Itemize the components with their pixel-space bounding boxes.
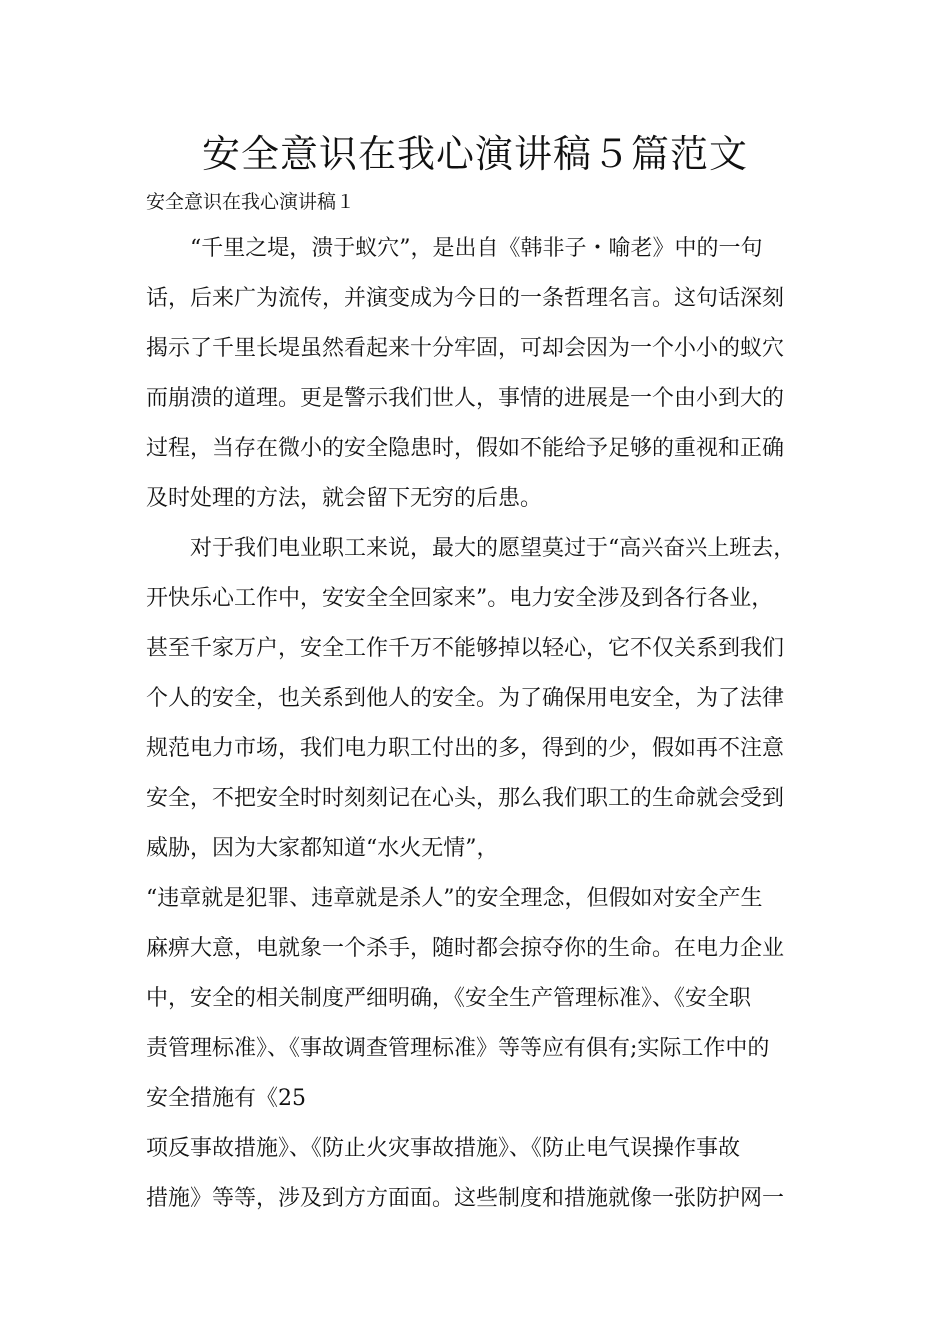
text-line: 开快乐心工作中，安安全全回家来”。电力安全涉及到各行各业， [146,586,774,611]
text-line: 对于我们电业职工来说，最大的愿望莫过于“高兴奋兴上班去， [190,536,796,561]
text-line: 话，后来广为流传，并演变成为今日的一条哲理名言。这句话深刻 [146,286,785,311]
text-line: 及时处理的方法，就会留下无穷的后患。 [146,486,543,511]
text-line: 个人的安全，也关系到他人的安全。为了确保用电安全，为了法律 [146,686,785,711]
text-line: 项反事故措施》、《防止火灾事故措施》、《防止电气误操作事故 [146,1136,741,1161]
text-line: 揭示了千里长堤虽然看起来十分牢固，可却会因为一个小小的蚁穴 [146,336,785,361]
text-line: 安全，不把安全时时刻刻记在心头，那么我们职工的生命就会受到 [146,786,785,811]
text-line: 过程，当存在微小的安全隐患时，假如不能给予足够的重视和正确 [146,436,785,461]
text-line: “违章就是犯罪、违章就是杀人”的安全理念，但假如对安全产生 [146,886,763,911]
text-line: 威胁，因为大家都知道“水火无情”， [146,836,499,861]
text-line: “千里之堤，溃于蚁穴”，是出自《韩非子・喻老》中的一句 [190,236,763,261]
text-line: 责管理标准》、《事故调查管理标准》等等应有俱有;实际工作中的 [146,1036,770,1061]
text-line: 中，安全的相关制度严细明确，《安全生产管理标准》、《安全职 [146,986,752,1011]
text-line: 规范电力市场，我们电力职工付出的多，得到的少，假如再不注意 [146,736,785,761]
section-heading: 安全意识在我心演讲稿１ [146,191,356,213]
document-title: 安全意识在我心演讲稿５篇范文 [201,132,748,176]
text-line: 而崩溃的道理。更是警示我们世人，事情的进展是一个由小到大的 [146,386,785,411]
text-line: 安全措施有《25 [146,1086,306,1111]
text-line: 措施》等等，涉及到方方面面。这些制度和措施就像一张防护网一 [146,1186,785,1211]
text-line: 麻痹大意，电就象一个杀手，随时都会掠夺你的生命。在电力企业 [146,936,785,961]
text-line: 甚至千家万户，安全工作千万不能够掉以轻心，它不仅关系到我们 [146,636,785,661]
